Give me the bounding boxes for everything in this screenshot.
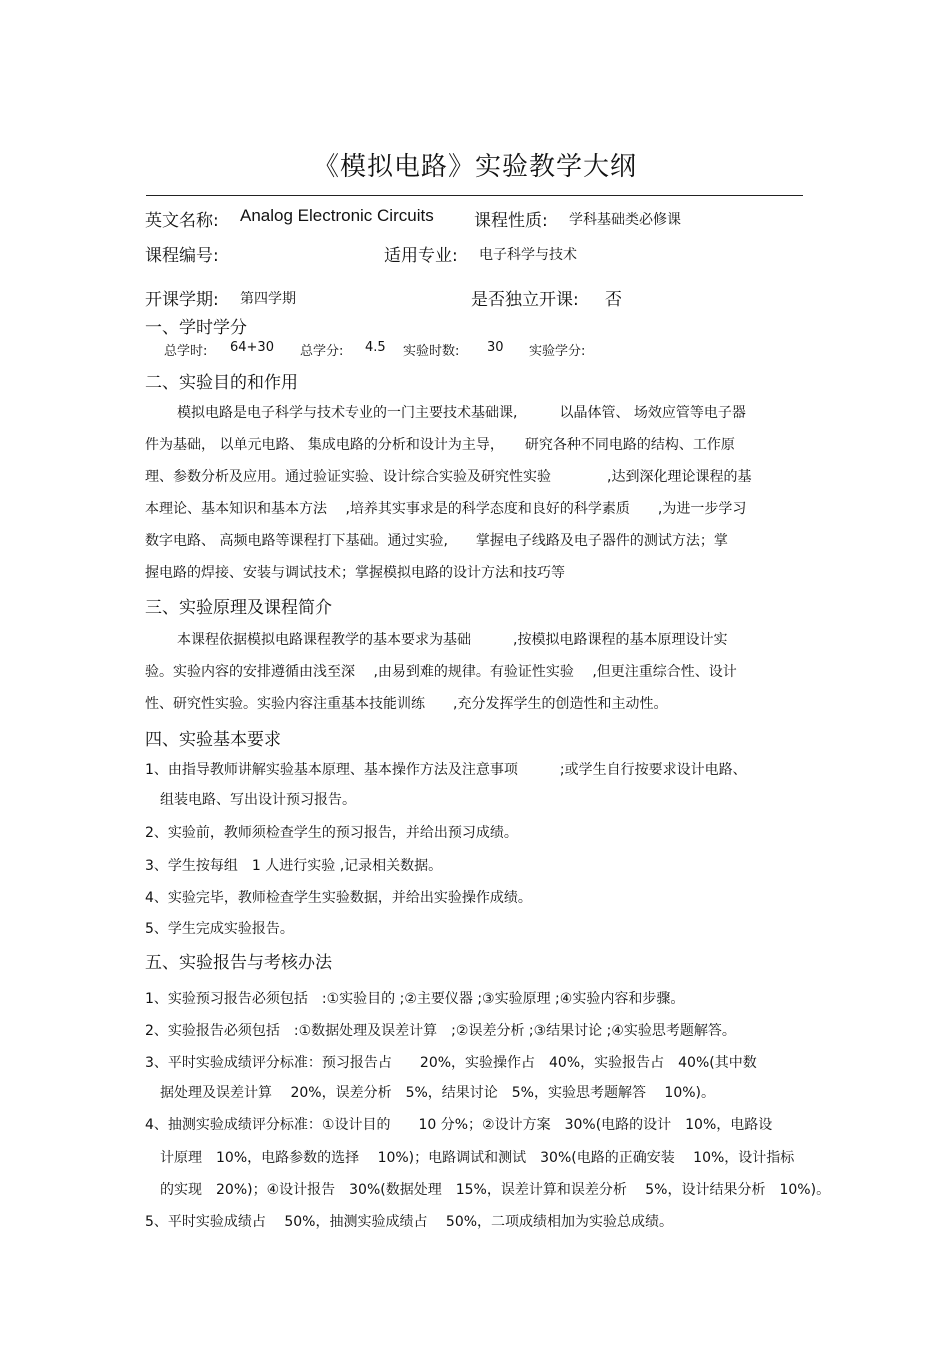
paragraph-line: 数字电路、 高频电路等课程打下基础。通过实验, 掌握电子线路及电子器件的测试方法；掌 [145,533,728,549]
total-credits-label: 总学分: [300,344,344,359]
paragraph-line: 模拟电路是电子科学与技术专业的一门主要技术基础课, 以晶体管、 场效应管等电子器 [177,405,746,421]
list-item: 1、实验预习报告必须包括 :①实验目的 ;②主要仪器 ;③实验原理 ;④实验内容和步骤。 [145,991,685,1007]
lab-hours-value: 30 [487,340,504,355]
list-item: 4、实验完毕，教师检查学生实验数据，并给出实验操作成绩。 [145,890,532,906]
course-nature-label: 课程性质: [474,211,548,231]
list-item: 计原理 10%，电路参数的选择 10%)；电路调试和测试 30%(电路的正确安装 10%，设计指标 [160,1150,795,1166]
section-5-heading: 五、实验报告与考核办法 [145,953,332,973]
course-nature-value: 学科基础类必修课 [569,212,681,228]
lab-hours-label: 实验时数: [403,344,460,359]
paragraph-line: 本课程依据模拟电路课程教学的基本要求为基础 ,按模拟电路课程的基本原理设计实 [177,632,728,648]
paragraph-line: 性、研究性实验。实验内容注重基本技能训练 ,充分发挥学生的创造性和主动性。 [145,696,668,712]
course-code-label: 课程编号: [145,246,219,266]
total-hours-value: 64+30 [230,340,274,355]
paragraph-line: 验。实验内容的安排遵循由浅至深 ,由易到难的规律。有验证性实验 ,但更注重综合性、设计 [145,664,737,680]
title-divider [146,195,803,196]
paragraph-line: 握电路的焊接、安装与调试技术；掌握模拟电路的设计方法和技巧等 [145,565,565,581]
section-3-heading: 三、实验原理及课程简介 [145,598,332,618]
total-credits-value: 4.5 [365,340,386,355]
list-item: 3、平时实验成绩评分标准：预习报告占 20%，实验操作占 40%，实验报告占 40%(其中数 [145,1055,757,1071]
list-item: 1、由指导教师讲解实验基本原理、基本操作方法及注意事项 ;或学生自行按要求设计电路、 [145,762,747,778]
english-name-value: Analog Electronic Circuits [240,206,434,225]
independent-label: 是否独立开课: [471,290,579,310]
paragraph-line: 件为基础， 以单元电路、 集成电路的分析和设计为主导， 研究各种不同电路的结构、工作原 [145,437,735,453]
list-item: 4、抽测实验成绩评分标准：①设计目的 10 分%；②设计方案 30%(电路的设计 10%，电路设 [145,1117,773,1133]
list-item: 2、实验报告必须包括 :①数据处理及误差计算 ;②误差分析 ;③结果讨论 ;④实验思考题解答。 [145,1023,736,1039]
paragraph-line: 本理论、基本知识和基本方法 ,培养其实事求是的科学态度和良好的科学素质 ,为进一步学习 [145,501,747,517]
semester-label: 开课学期: [145,290,219,310]
lab-credits-label: 实验学分: [529,344,586,359]
list-item: 5、平时实验成绩占 50%，抽测实验成绩占 50%，二项成绩相加为实验总成绩。 [145,1214,674,1230]
list-item: 5、学生完成实验报告。 [145,921,294,937]
major-value: 电子科学与技术 [479,247,577,263]
semester-value: 第四学期 [240,291,296,307]
independent-value: 否 [605,290,622,310]
list-item: 2、实验前，教师须检查学生的预习报告，并给出预习成绩。 [145,825,518,841]
list-item: 3、学生按每组 1 人进行实验 ,记录相关数据。 [145,858,443,874]
list-item: 的实现 20%)；④设计报告 30%(数据处理 15%，误差计算和误差分析 5%，设计结果分析 10%)。 [160,1182,831,1198]
list-item: 组装电路、写出设计预习报告。 [160,792,356,808]
list-item: 据处理及误差计算 20%，误差分析 5%，结果讨论 5%，实验思考题解答 10%)。 [160,1085,716,1101]
total-hours-label: 总学时: [164,344,208,359]
hours-credits-row [0,340,950,360]
major-label: 适用专业: [384,246,458,266]
english-name-label: 英文名称: [145,211,219,231]
section-1-heading: 一、学时学分 [145,318,247,338]
section-4-heading: 四、实验基本要求 [145,730,281,750]
paragraph-line: 理、参数分析及应用。通过验证实验、设计综合实验及研究性实验 ,达到深化理论课程的基 [145,469,752,485]
page-title: 《模拟电路》实验教学大纲 [312,152,637,182]
section-2-heading: 二、实验目的和作用 [145,373,298,393]
